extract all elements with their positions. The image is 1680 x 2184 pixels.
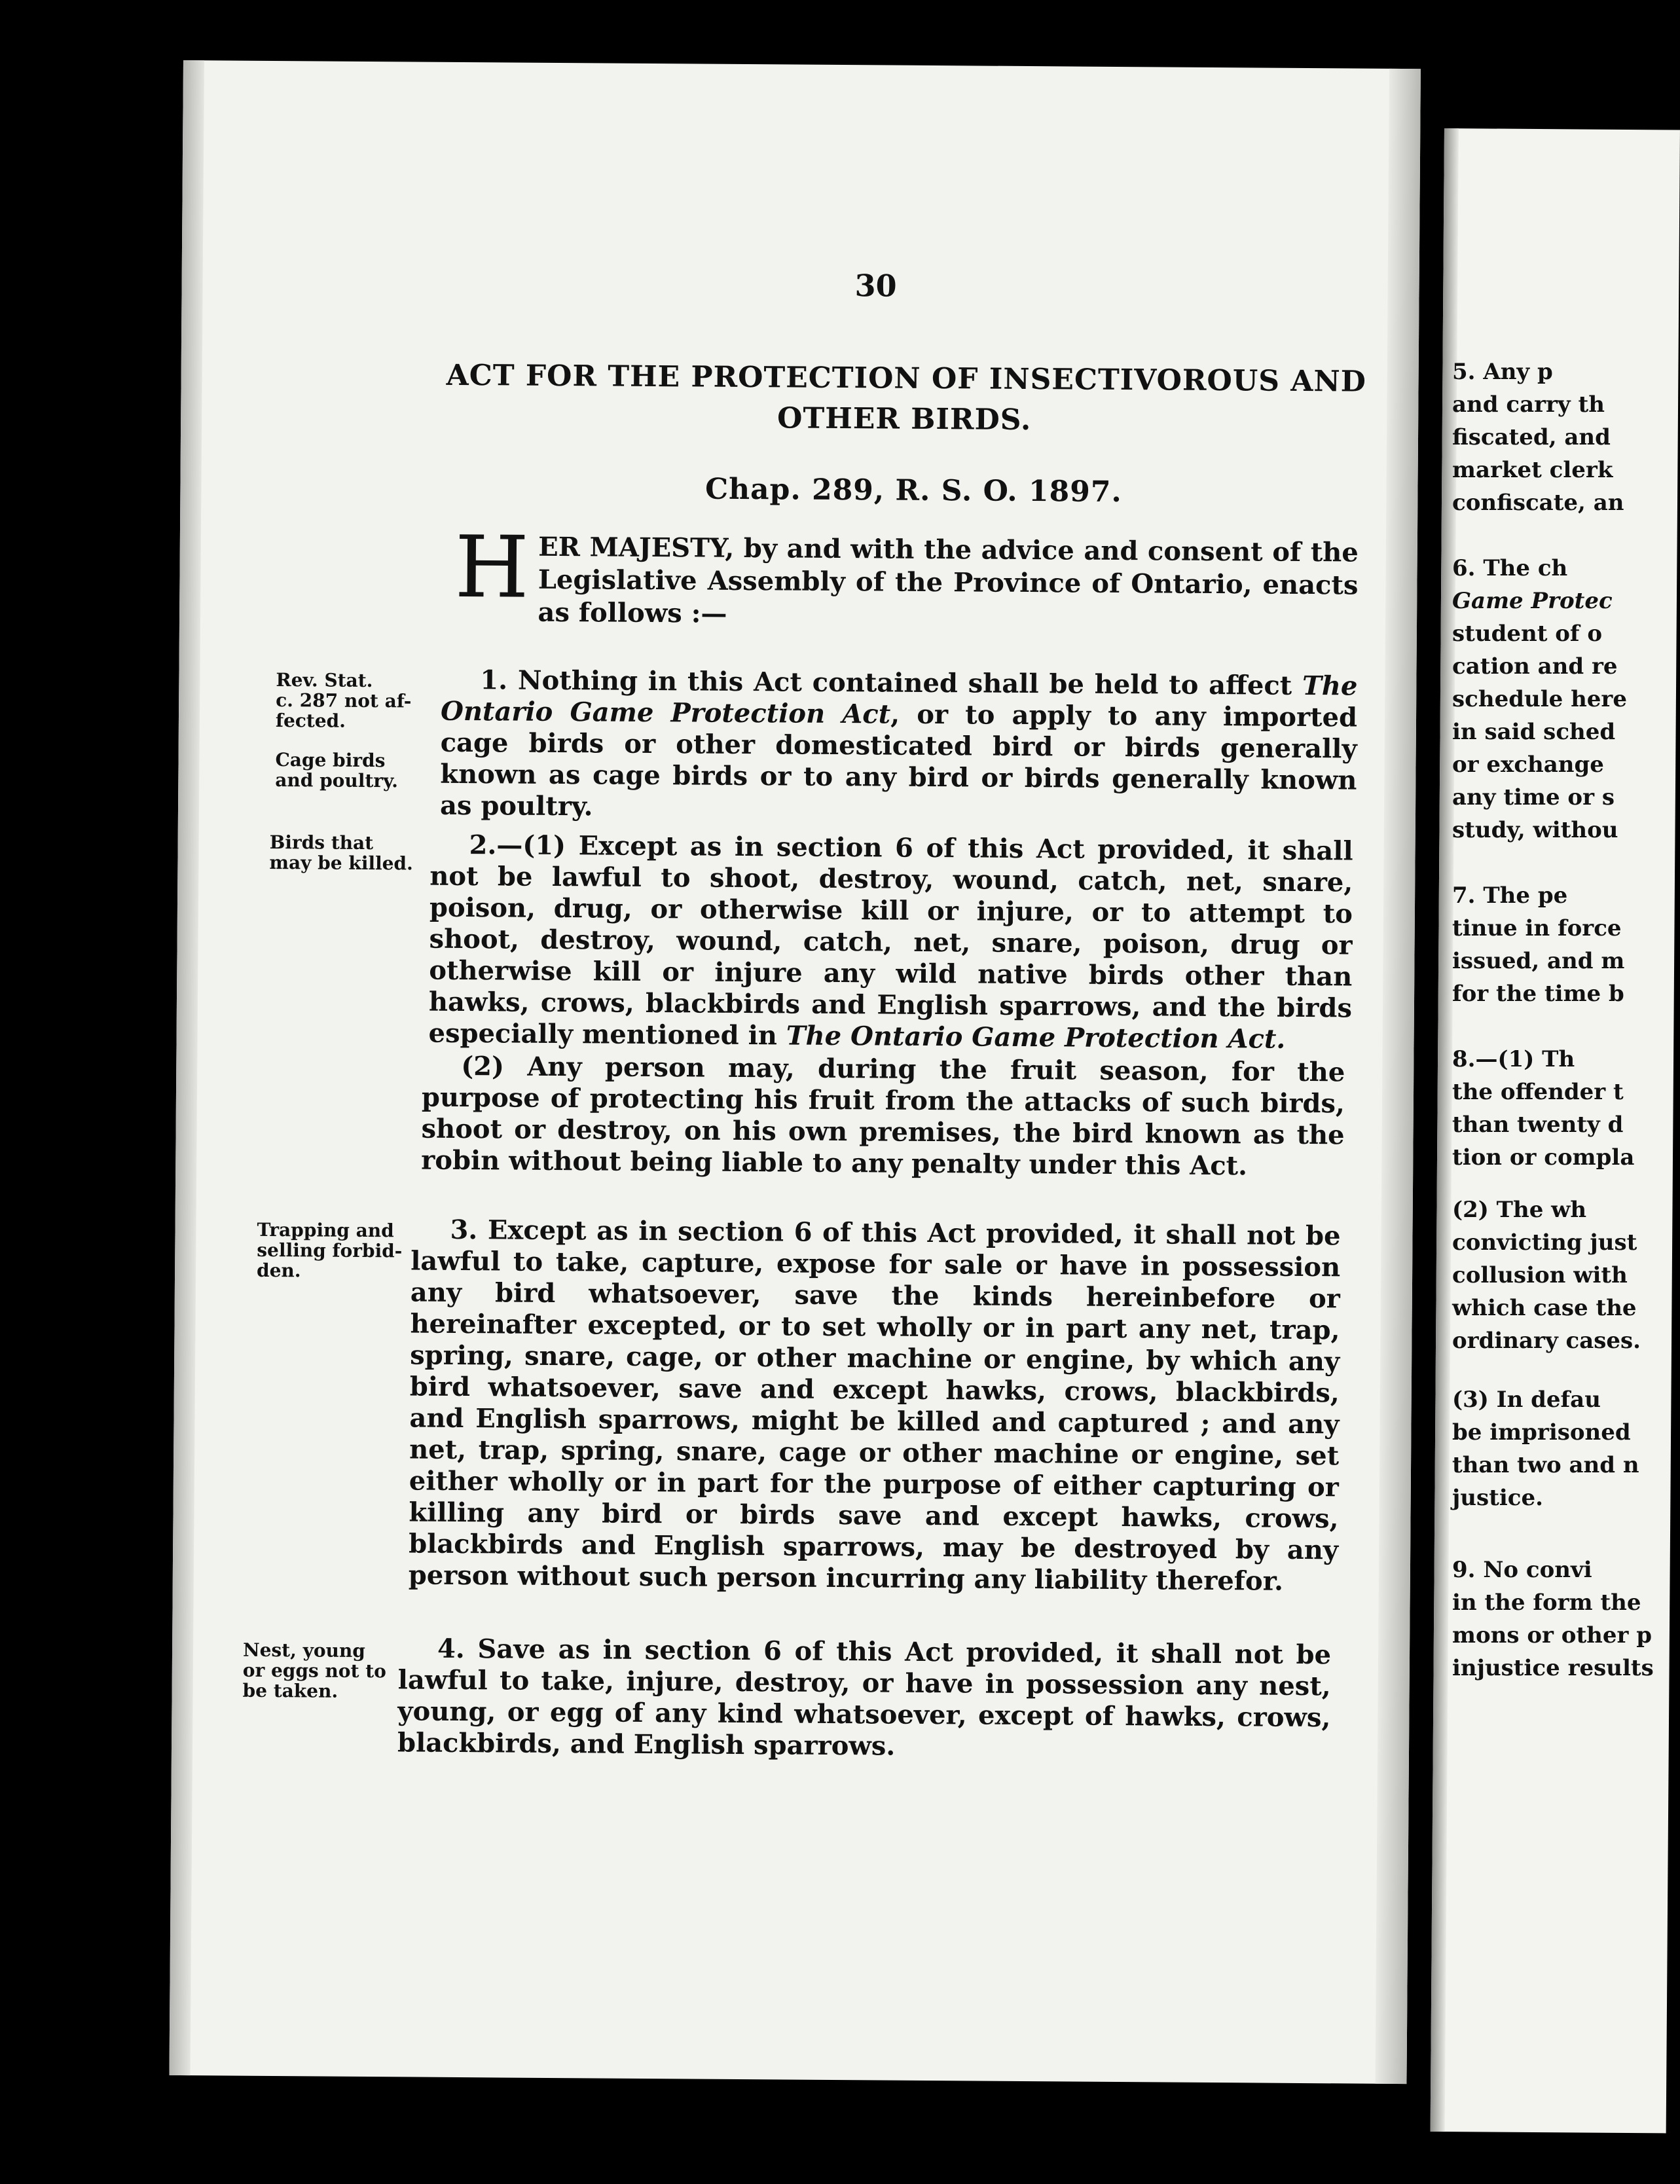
section-2-text: Except as in section 6 of this Act provided, it shall not be lawful to shoot, destroy, wound, catch, net, snare, poison, drug, or otherwise kill or injure, or to attempt to shoot, destroy, wound, catch, net, snare, poison, drug or otherwise kill or injure any wild native birds other than hawks, crows, blackbirds and English sparrows, and the birds especially mentioned in	[428, 830, 1353, 1051]
margin-note-trapping: Trapping and selling forbid- den.	[256, 1218, 403, 1282]
right-line: Game Protec	[1452, 588, 1613, 614]
section-4-text: Save as in section 6 of this Act provided, it shall not be lawful to take, injure, destroy, or have in possession any nest, young, or egg of any kind whatsoever, except of hawks, crows, blackbirds, and English sparrows.	[397, 1633, 1332, 1762]
section-1-italic: The Ontario Game Protection Act	[440, 670, 1358, 730]
enacting-clause	[454, 517, 1359, 635]
right-line: 8.—(1) Th	[1452, 1046, 1575, 1072]
right-line: 5. Any p	[1452, 359, 1553, 385]
right-line: student of o	[1452, 621, 1603, 647]
right-line: issued, and m	[1452, 948, 1625, 974]
right-line: than twenty d	[1452, 1112, 1624, 1138]
title-line-2: OTHER BIRDS.	[776, 401, 1032, 437]
right-line: fiscated, and	[1452, 424, 1611, 450]
section-3-number: 3.	[450, 1214, 478, 1246]
section-1-number: 1.	[480, 664, 508, 696]
right-line: collusion with	[1452, 1262, 1628, 1288]
right-line: tinue in force	[1452, 915, 1622, 941]
section-2-2-text: Any person may, during the fruit season, for the purpose of protecting his fruit from the attacks of such birds, shoot or destroy, on his own premises, the bird known as the robin without being liable to any penalty under this Act.	[421, 1051, 1345, 1182]
title-line-1: ACT FOR THE PROTECTION OF INSECTIVOROUS AND	[446, 358, 1367, 399]
right-line: or exchange	[1452, 752, 1604, 778]
section-2-2-number: (2)	[461, 1051, 505, 1082]
right-line: in the form the	[1452, 1590, 1641, 1616]
right-line: mons or other p	[1452, 1622, 1653, 1648]
enacting-text: ER MAJESTY, by and with the advice and consent of the Legislative Assembly of the Province of Ontario, enacts as follows :—	[538, 531, 1359, 629]
right-line: for the time b	[1452, 981, 1624, 1007]
right-line: 7. The pe	[1452, 883, 1568, 909]
section-1-text-a: Nothing in this Act contained shall be held to affect	[517, 664, 1303, 701]
right-line: schedule here	[1452, 686, 1627, 712]
act-title	[446, 355, 1367, 443]
section-2-number: 2.—(1)	[469, 829, 566, 862]
right-line: injustice results	[1452, 1655, 1654, 1681]
right-line: any time or s	[1452, 784, 1615, 810]
right-line: 9. No convi	[1452, 1557, 1592, 1583]
chapter-citation: Chap. 289, R. S. O. 1897.	[704, 472, 1122, 509]
margin-note-birds-killed: Birds that may be killed.	[269, 831, 413, 875]
right-line: market clerk	[1452, 457, 1613, 483]
margin-note-nest: Nest, young or eggs not to be taken.	[242, 1639, 386, 1702]
right-line: convicting just	[1452, 1229, 1637, 1256]
right-line: ordinary cases.	[1452, 1328, 1641, 1354]
section-4	[397, 1633, 1331, 1765]
margin-note-cage-birds: Cage birds and poultry.	[275, 749, 399, 792]
right-line: study, withou	[1452, 817, 1618, 843]
right-line: (3) In defau	[1452, 1387, 1601, 1413]
drop-cap: H	[454, 517, 530, 617]
section-1-text-b: , or to apply to any imported cage birds or other domesticated bird or birds generally known as cage birds or to any bird or birds generally known as poultry.	[439, 699, 1358, 822]
right-line: justice.	[1452, 1485, 1543, 1511]
section-3-text: Except as in section 6 of this Act provided, it shall not be lawful to take, capture, expose for sale or have in possession any bird whatsoever, save the kinds hereinbefore or hereinafter excepted, or to set wholly or in part any net, trap, spring, snare, cage, or other machine or engine, by which any bird whatsoever, save and except hawks, crows, blackbirds, and English sparrows, might be killed and captured ; and any net, trap, spring, snare, cage or other machine or engine, set either wholly or in part for the purpose of either capturing or killing any bird or birds save and except hawks, crows, blackbirds and English sparrows, may be destroyed by any person without such person incurring any liability therefor.	[408, 1214, 1341, 1597]
right-line: (2) The wh	[1452, 1197, 1587, 1223]
right-line: 6. The ch	[1452, 555, 1568, 581]
right-line: cation and re	[1452, 653, 1618, 680]
right-line: than two and n	[1452, 1452, 1639, 1478]
section-1	[440, 664, 1358, 828]
section-3	[409, 1214, 1341, 1597]
margin-note-rev-stat: Rev. Stat. c. 287 not af- fected.	[275, 669, 412, 732]
right-line: the offender t	[1452, 1079, 1624, 1105]
right-line: confiscate, an	[1452, 490, 1624, 516]
section-2-italic: The Ontario Game Protection Act.	[786, 1020, 1286, 1055]
section-2-subsection-2	[421, 1051, 1345, 1183]
page-number: 30	[854, 268, 897, 304]
right-line: which case the	[1452, 1295, 1637, 1321]
section-2	[428, 829, 1353, 1056]
right-line: tion or compla	[1452, 1144, 1635, 1171]
right-line: be imprisoned	[1452, 1419, 1631, 1446]
right-line: and carry th	[1452, 391, 1605, 418]
right-line: in said sched	[1452, 719, 1616, 745]
section-4-number: 4.	[437, 1633, 465, 1665]
left-page	[170, 60, 1421, 2084]
